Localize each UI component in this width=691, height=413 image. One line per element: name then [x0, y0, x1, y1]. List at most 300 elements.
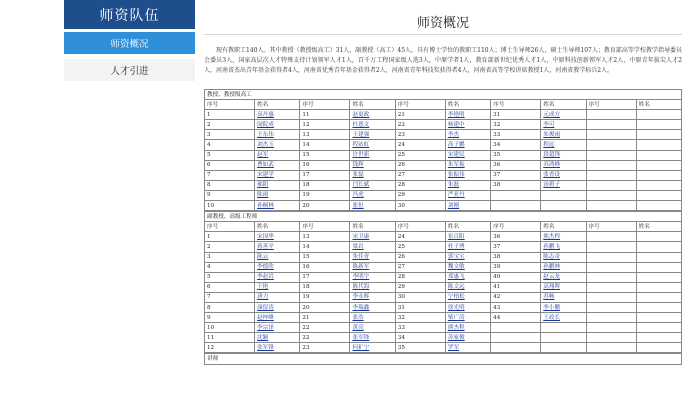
faculty-name-link[interactable]: 朱俊雨 [543, 131, 561, 138]
table-row [205, 272, 682, 282]
faculty-name-link[interactable]: 刘刚 [447, 202, 460, 209]
empty-cell [586, 130, 636, 140]
column-header-number: 序号 [395, 100, 445, 110]
faculty-name-link[interactable]: 郑惠飞 [447, 274, 465, 281]
row-number: 31 [491, 110, 541, 120]
name-cell [445, 292, 490, 302]
row-number: 29 [395, 282, 445, 292]
name-cell [541, 252, 586, 262]
name-cell [350, 232, 395, 242]
name-cell [445, 140, 490, 150]
faculty-name-link[interactable]: 李赵岩 [257, 274, 274, 281]
empty-cell [586, 262, 636, 272]
empty-cell [491, 343, 541, 353]
empty-cell [636, 110, 681, 120]
empty-cell [636, 120, 681, 130]
faculty-name-link[interactable]: 刘杰玉 [257, 142, 274, 149]
name-cell [541, 110, 586, 120]
faculty-name-link[interactable]: 李杰 [447, 131, 460, 138]
row-number: 33 [491, 130, 541, 140]
faculty-name-link[interactable]: 张浩 [352, 314, 364, 321]
name-cell [350, 130, 395, 140]
intro-paragraph: 现有教职工140人。其中教授（教授级高工）31人，副教授（高工）45人，具有博士学位的教职工110人；博士生导师26人，硕士生导师107人；教育部高等学校教学指导委员会委员3人，国家高层次人才特殊支持计划领军人才1人，百千万工程国家级人选3人，中原学者1人，教育部新世纪优秀人才1人，中原科技创新领军人才2人，中原青年拔尖人才2人，河南省杰出青年基金获得者4人，河南省优秀青年基金获得者2人，河南省青年科技奖获得者4人，河南省高等学校讲席教授1人，河南省教学标兵2人。 [204, 47, 682, 74]
row-number: 33 [395, 323, 445, 333]
empty-cell [586, 343, 636, 353]
row-number: 11 [205, 333, 255, 343]
faculty-name-link[interactable]: 杨建中 [447, 121, 465, 128]
empty-cell [586, 140, 636, 150]
column-header-name: 姓名 [636, 100, 681, 110]
faculty-name-link[interactable]: 陈文远 [447, 284, 465, 291]
name-cell [445, 110, 490, 120]
row-number: 14 [300, 242, 350, 252]
empty-cell [586, 170, 636, 180]
column-header-number: 序号 [205, 100, 255, 110]
column-header-name: 姓名 [255, 100, 300, 110]
faculty-name-link[interactable]: 朱佳青 [352, 254, 370, 261]
name-cell [541, 232, 586, 242]
row-number: 36 [491, 232, 541, 242]
faculty-name-link[interactable]: 高子鹏 [447, 142, 465, 149]
name-cell [350, 252, 395, 262]
faculty-name-link[interactable]: 黄亮 [352, 324, 364, 331]
name-cell [255, 110, 300, 120]
faculty-name-link[interactable]: 张磊 [352, 172, 364, 179]
row-number: 37 [491, 242, 541, 252]
empty-cell [491, 201, 541, 211]
row-number: 16 [300, 160, 350, 170]
name-cell [445, 302, 490, 312]
row-number: 40 [491, 272, 541, 282]
row-number: 28 [395, 272, 445, 282]
faculty-name-link[interactable]: 王东伟 [257, 131, 274, 138]
row-number: 9 [205, 190, 255, 200]
name-cell [541, 302, 586, 312]
faculty-name-link[interactable]: 李德欣 [257, 264, 274, 271]
name-cell [255, 252, 300, 262]
empty-cell [636, 170, 681, 180]
faculty-name-link[interactable]: 赵军 [257, 152, 269, 159]
empty-cell [586, 252, 636, 262]
row-number: 17 [300, 170, 350, 180]
name-cell [541, 160, 586, 170]
faculty-name-link[interactable]: 郭宝宝 [447, 254, 465, 261]
faculty-name-link[interactable]: 曹如武 [257, 162, 274, 169]
faculty-name-link[interactable]: 许世新 [352, 152, 370, 159]
name-cell [350, 272, 395, 282]
table-row [205, 170, 682, 180]
name-cell [255, 160, 300, 170]
name-cell [445, 120, 490, 130]
faculty-name-link[interactable]: 沈颖 [257, 334, 269, 341]
column-header-number: 序号 [491, 100, 541, 110]
empty-cell [541, 333, 586, 343]
faculty-name-link[interactable]: 崔百阳 [447, 233, 465, 240]
faculty-name-link[interactable]: 宋建民 [447, 152, 465, 159]
sidebar-menu [64, 32, 195, 81]
faculty-name-link[interactable]: 陈新军 [352, 264, 370, 271]
faculty-name-link[interactable]: 唐力 [257, 294, 269, 301]
empty-cell [586, 333, 636, 343]
faculty-name-link[interactable]: 程站虹 [352, 142, 370, 149]
empty-cell [636, 190, 681, 200]
faculty-name-link[interactable]: 汤碧子 [543, 182, 561, 189]
faculty-name-link[interactable]: 梁岩 [352, 243, 364, 250]
row-number: 4 [205, 262, 255, 272]
name-cell [255, 201, 300, 211]
faculty-name-link[interactable]: 陈代海 [352, 284, 370, 291]
table-row [205, 110, 682, 120]
row-number: 21 [300, 313, 350, 323]
column-header-name: 姓名 [350, 100, 395, 110]
row-number: 20 [300, 302, 350, 312]
row-number: 18 [300, 180, 350, 190]
name-cell [445, 272, 490, 282]
name-cell [255, 302, 300, 312]
faculty-name-link[interactable]: 杜子博 [447, 243, 465, 250]
faculty-name-link[interactable]: 苏鸿峰 [543, 162, 561, 169]
table-row [205, 302, 682, 312]
faculty-name-link[interactable]: 李小鹏 [543, 304, 561, 311]
empty-cell [636, 262, 681, 272]
table-row [205, 292, 682, 302]
row-number: 13 [300, 130, 350, 140]
row-number: 15 [300, 150, 350, 160]
table-row [205, 120, 682, 130]
faculty-name-link[interactable]: 徐光明 [447, 304, 465, 311]
faculty-name-link[interactable]: 孙鹏飞 [543, 243, 561, 250]
faculty-name-link[interactable]: 高丹惠 [257, 111, 274, 118]
row-number: 1 [205, 110, 255, 120]
name-cell [255, 272, 300, 282]
faculty-name-link[interactable]: 孙鹏林 [543, 264, 561, 271]
name-cell [255, 292, 300, 302]
row-number: 2 [205, 120, 255, 130]
row-number: 10 [205, 323, 255, 333]
faculty-name-link[interactable]: 程远 [543, 142, 555, 149]
empty-cell [541, 343, 586, 353]
page-title: 师资概况 [416, 16, 469, 31]
table-header-row [205, 222, 682, 232]
column-header-name: 姓名 [541, 100, 586, 110]
name-cell [445, 333, 490, 343]
row-number: 19 [300, 190, 350, 200]
faculty-name-link[interactable]: 熊杰程 [543, 233, 561, 240]
column-header-number: 序号 [491, 222, 541, 232]
faculty-name-link[interactable]: 朱磊 [447, 182, 460, 189]
name-cell [541, 262, 586, 272]
name-cell [350, 242, 395, 252]
row-number: 24 [395, 232, 445, 242]
sidebar [64, 0, 195, 86]
row-number: 20 [300, 201, 350, 211]
table-row [205, 343, 682, 353]
column-header-name: 姓名 [636, 222, 681, 232]
name-cell [350, 190, 395, 200]
column-header-name: 姓名 [541, 222, 586, 232]
name-cell [541, 282, 586, 292]
name-cell [541, 242, 586, 252]
table-row [205, 252, 682, 262]
column-header-number: 序号 [300, 100, 350, 110]
faculty-name-link[interactable]: 赵云龙 [543, 274, 561, 281]
row-number: 12 [205, 343, 255, 353]
empty-cell [636, 201, 681, 211]
row-number: 3 [205, 252, 255, 262]
name-cell [255, 190, 300, 200]
faculty-name-link[interactable]: 杜恩文 [352, 121, 370, 128]
name-cell [350, 323, 395, 333]
empty-cell [636, 302, 681, 312]
row-number: 25 [395, 242, 445, 252]
faculty-name-link[interactable]: 罗军 [447, 344, 460, 351]
name-cell [255, 242, 300, 252]
faculty-name-link[interactable]: 张振伟 [447, 172, 465, 179]
empty-cell [636, 282, 681, 292]
lecturer-table [204, 353, 682, 364]
empty-cell [636, 323, 681, 333]
table-row [205, 140, 682, 150]
column-header-name: 姓名 [445, 222, 490, 232]
faculty-name-link[interactable]: 陈云 [257, 254, 269, 261]
name-cell [445, 190, 490, 200]
name-cell [350, 292, 395, 302]
name-cell [255, 120, 300, 130]
row-number: 21 [395, 110, 445, 120]
row-number: 4 [205, 140, 255, 150]
row-number: 29 [395, 190, 445, 200]
faculty-name-link[interactable]: 蒋善平 [257, 243, 274, 250]
faculty-name-link[interactable]: 王艳 [257, 284, 269, 291]
row-number: 3 [205, 130, 255, 140]
row-number: 8 [205, 180, 255, 190]
section-caption: 教授、教授级高工 [205, 90, 682, 100]
faculty-name-link[interactable]: 王建强 [352, 131, 370, 138]
row-number: 42 [491, 292, 541, 302]
empty-cell [636, 343, 681, 353]
name-cell [445, 262, 490, 272]
table-row [205, 242, 682, 252]
faculty-name-link[interactable]: 李艳明 [447, 111, 465, 118]
empty-cell [491, 190, 541, 200]
faculty-name-link[interactable]: 李瑞鑫 [352, 304, 370, 311]
name-cell [350, 333, 395, 343]
column-header-name: 姓名 [445, 100, 490, 110]
table-row [205, 150, 682, 160]
empty-cell [636, 252, 681, 262]
name-cell [541, 130, 586, 140]
name-cell [541, 120, 586, 130]
name-cell [255, 170, 300, 180]
faculty-name-link[interactable]: 宋建学 [257, 172, 274, 179]
row-number: 35 [491, 150, 541, 160]
empty-cell [586, 160, 636, 170]
empty-cell [586, 150, 636, 160]
name-cell [255, 232, 300, 242]
empty-cell [586, 232, 636, 242]
empty-cell [636, 313, 681, 323]
name-cell [255, 262, 300, 272]
name-cell [350, 120, 395, 130]
faculty-name-link[interactable]: 赵更政 [352, 111, 370, 118]
column-header-name: 姓名 [350, 222, 395, 232]
row-number: 1 [205, 232, 255, 242]
row-number: 34 [395, 333, 445, 343]
column-header-number: 序号 [300, 222, 350, 232]
empty-cell [586, 201, 636, 211]
faculty-name-link[interactable]: 王政长 [543, 314, 561, 321]
section-caption-row [205, 212, 682, 222]
name-cell [541, 170, 586, 180]
row-number: 7 [205, 170, 255, 180]
professor-table [204, 89, 682, 211]
row-number: 16 [300, 262, 350, 272]
faculty-name-link[interactable]: 熊杰程 [447, 324, 465, 331]
faculty-name-link[interactable]: 宁柏松 [447, 294, 465, 301]
faculty-name-link[interactable]: 苏家俊 [447, 334, 465, 341]
row-number: 13 [300, 232, 350, 242]
name-cell [350, 343, 395, 353]
row-number: 17 [300, 272, 350, 282]
empty-cell [586, 110, 636, 120]
row-number: 41 [491, 282, 541, 292]
empty-cell [636, 232, 681, 242]
name-cell [445, 313, 490, 323]
faculty-tables [204, 89, 682, 365]
faculty-name-link[interactable]: 李可 [543, 121, 555, 128]
faculty-name-link[interactable]: 康留涛 [257, 304, 274, 311]
faculty-name-link[interactable]: 宋卫康 [352, 233, 370, 240]
name-cell [350, 302, 395, 312]
faculty-name-link[interactable]: 郝阳 [257, 182, 269, 189]
row-number: 12 [300, 120, 350, 130]
row-number: 31 [395, 302, 445, 312]
faculty-name-link[interactable]: 闫长斌 [352, 182, 370, 189]
name-cell [350, 140, 395, 150]
table-row [205, 160, 682, 170]
row-number: 24 [395, 140, 445, 150]
row-number: 36 [491, 160, 541, 170]
faculty-name-link[interactable]: 李明宇 [352, 274, 370, 281]
name-cell [255, 333, 300, 343]
empty-cell [636, 150, 681, 160]
name-cell [541, 180, 586, 190]
faculty-name-link[interactable]: 张军锋 [257, 344, 274, 351]
row-number: 30 [395, 201, 445, 211]
empty-cell [636, 242, 681, 252]
faculty-name-link[interactable]: 冯虎 [352, 192, 364, 199]
row-number: 15 [300, 252, 350, 262]
faculty-name-link[interactable]: 苏畅 [543, 294, 555, 301]
empty-cell [586, 180, 636, 190]
faculty-name-link[interactable]: 朱军振 [447, 162, 465, 169]
empty-cell [586, 272, 636, 282]
row-number: 32 [395, 313, 445, 323]
name-cell [541, 272, 586, 282]
name-cell [255, 282, 300, 292]
row-number: 35 [395, 343, 445, 353]
faculty-name-link[interactable]: 李永辉 [352, 294, 370, 301]
faculty-name-link[interactable]: 严亚丹 [447, 192, 465, 199]
row-number: 30 [395, 292, 445, 302]
empty-cell [541, 323, 586, 333]
row-number: 27 [395, 170, 445, 180]
empty-cell [586, 313, 636, 323]
name-cell [255, 313, 300, 323]
name-cell [541, 140, 586, 150]
faculty-name-link[interactable]: 陈志奇 [543, 254, 561, 261]
empty-cell [491, 323, 541, 333]
row-number: 26 [395, 252, 445, 262]
faculty-name-link[interactable]: 元成方 [543, 111, 561, 118]
table-row [205, 313, 682, 323]
row-number: 44 [491, 313, 541, 323]
row-number: 23 [395, 130, 445, 140]
name-cell [541, 313, 586, 323]
sidebar-item-faculty-overview[interactable]: 师资概况 [64, 32, 195, 54]
faculty-name-link[interactable]: 柴广涛 [447, 314, 465, 321]
row-number: 22 [395, 120, 445, 130]
faculty-name-link[interactable]: 张军锋 [352, 334, 370, 341]
section-caption-row [205, 354, 682, 364]
row-number: 18 [300, 282, 350, 292]
name-cell [350, 160, 395, 170]
faculty-name-link[interactable]: 宋国华 [257, 233, 274, 240]
name-cell [255, 140, 300, 150]
empty-cell [541, 201, 586, 211]
table-row [205, 201, 682, 211]
faculty-name-link[interactable]: 何犷宁 [352, 344, 370, 351]
name-cell [445, 282, 490, 292]
empty-cell [636, 160, 681, 170]
faculty-name-link[interactable]: 闻院成 [257, 121, 274, 128]
empty-cell [586, 190, 636, 200]
faculty-name-link[interactable]: 赵梓峰 [257, 314, 274, 321]
title-divider [204, 34, 682, 35]
name-cell [255, 150, 300, 160]
faculty-name-link[interactable]: 魏文敏 [447, 264, 465, 271]
name-cell [350, 180, 395, 190]
faculty-name-link[interactable]: 陈雨 [257, 192, 269, 199]
faculty-name-link[interactable]: 段超锋 [543, 152, 561, 159]
faculty-name-link[interactable]: 钱辉 [352, 162, 364, 169]
faculty-name-link[interactable]: 高翔晖 [543, 284, 561, 291]
column-header-name: 姓名 [255, 222, 300, 232]
column-header-number: 序号 [395, 222, 445, 232]
faculty-name-link[interactable]: 孙桐林 [257, 202, 274, 209]
faculty-name-link[interactable]: 李宗泽 [257, 324, 274, 331]
row-number: 27 [395, 262, 445, 272]
column-header-number: 序号 [586, 222, 636, 232]
name-cell [445, 170, 490, 180]
faculty-name-link[interactable]: 张香设 [543, 172, 561, 179]
table-row [205, 323, 682, 333]
row-number: 10 [205, 201, 255, 211]
section-caption: 副教授、高级工程师 [205, 212, 682, 222]
sidebar-title: 师资队伍 [64, 0, 195, 29]
row-number: 8 [205, 302, 255, 312]
row-number: 9 [205, 313, 255, 323]
sidebar-item-talent-recruitment[interactable]: 人才引进 [64, 59, 195, 81]
row-number: 37 [491, 170, 541, 180]
table-row [205, 262, 682, 272]
row-number: 34 [491, 140, 541, 150]
row-number: 7 [205, 292, 255, 302]
faculty-name-link[interactable]: 张恒 [352, 202, 364, 209]
row-number: 11 [300, 110, 350, 120]
row-number: 43 [491, 302, 541, 312]
empty-cell [586, 302, 636, 312]
